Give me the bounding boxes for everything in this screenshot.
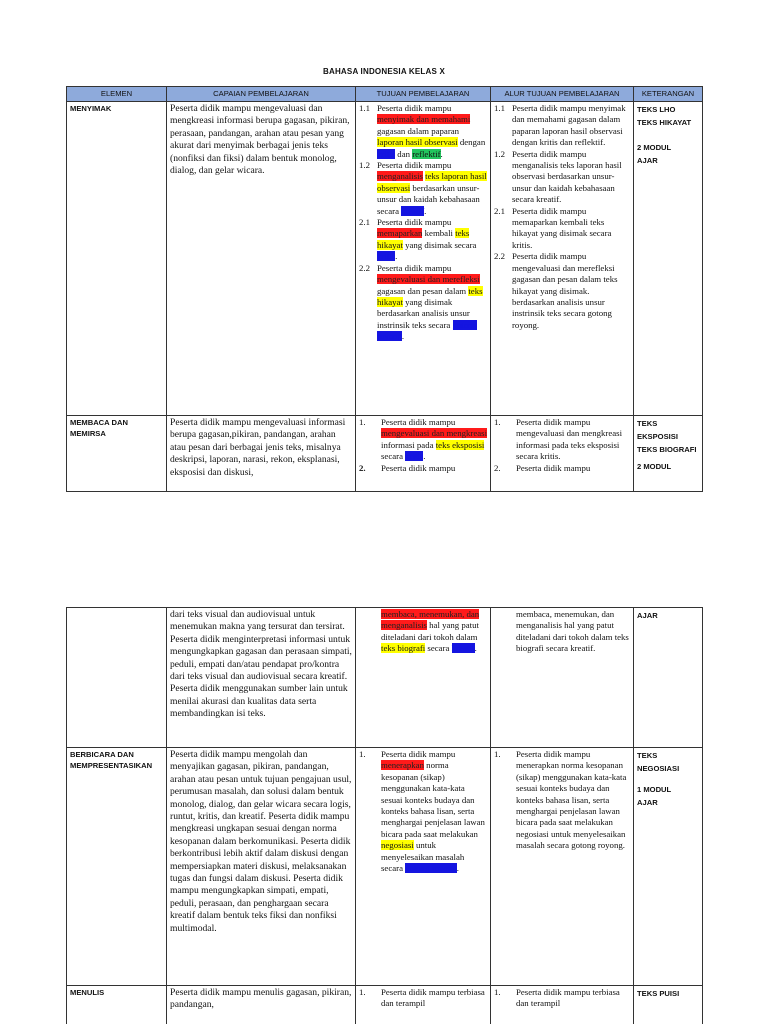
header-capaian: CAPAIAN PEMBELAJARAN (167, 87, 356, 102)
list-item: 2.1 Peserta didik mampu memaparkan kembali teks hikayat yang disimak secara kritis. (359, 217, 477, 262)
header-elemen: ELEMEN (67, 87, 167, 102)
curriculum-table-bottom (66, 607, 703, 1024)
list-item: 1. Peserta didik mampu menerapkan norma kesopanan (sikap) menggunakan kata-kata sesuai konteks budaya dan konteks bahasa lisan, serta menghargai penjelasan lawan bicara pada saat melakukan negosiasi untuk menyelesaikan masalah secara gotong royong. (359, 749, 485, 874)
table-row-menyimak (67, 102, 703, 416)
list-item: membaca, menemukan, dan menganalisis hal yang patut diteladani dari tokoh dalam teks biografi secara kreatif. (516, 609, 629, 654)
capaian-cell: Peserta didik mampu mengolah dan menyajikan gagasan, pikiran, pandangan, arahan atau pesan untuk tujuan pengajuan usul, perumusan masalah, dan solusi dalam bentuk monolog, dialog, dan gelar wicara secara logis, runtut, kritis, dan kreatif. Peserta didik mampu mengkreasi ungkapan sesuai dengan norma kesopanan dalam berkomunikasi. Peserta didik berkontribusi lebih aktif dalam diskusi dengan mempersiapkan materi diskusi, melaksanakan tugas dan fungsi dalam diskusi. Peserta didik mampu mengungkapkan simpati, empati, peduli, perasaan, dan penghargaan secara kreatif dalam bentuk teks fiksi dan nonfiksi multimodal. (167, 748, 356, 986)
tujuan-cell (356, 986, 491, 1024)
alur-cell (491, 748, 634, 986)
list-item: 2. Peserta didik mampu (494, 462, 591, 473)
elemen-cell-empty (67, 608, 167, 748)
elemen-cell: MENYIMAK (67, 102, 167, 416)
header-keterangan: KETERANGAN (634, 87, 703, 102)
elemen-cell: MEMBACA DAN MEMIRSA (67, 416, 167, 492)
list-item: 1. Peserta didik mampu terbiasa dan terampil (494, 987, 620, 1009)
keterangan-cell: TEKS EKSPOSISI TEKS BIOGRAFI 2 MODUL (634, 416, 703, 492)
capaian-cell: dari teks visual dan audiovisual untuk menemukan makna yang tersurat dan tersirat. Peserta didik menginterpretasi informasi untuk mengungkapkan gagasan dan perasaan simpati, peduli, empati dan/atau pendapat pro/kontra dari teks visual dan audiovisual secara kreatif. Peserta didik menggunakan sumber lain untuk menilai akurasi dan kualitas data serta membandingkan isi teks. (167, 608, 356, 748)
list-item: 1.1 Peserta didik mampu menyimak dan memahami gagasan dalam paparan laporan hasil observasi dengan kritis dan reflektif. (494, 103, 626, 148)
alur-cell (491, 416, 634, 492)
list-item: 1. Peserta didik mampu mengevaluasi dan mengkreasi informasi pada teks eksposisi secara kritis. (494, 417, 623, 462)
alur-cell (491, 102, 634, 416)
tujuan-cell (356, 608, 491, 748)
table-row-menulis (67, 986, 703, 1024)
tujuan-cell (356, 748, 491, 986)
list-item: 1.2 Peserta didik mampu menganalisis teks laporan hasil observasi berdasarkan unsur-unsur dan kaidah kebahasaan secara kreatif. (359, 160, 487, 216)
header-alur: ALUR TUJUAN PEMBELAJARAN (491, 87, 634, 102)
capaian-cell: Peserta didik mampu mengevaluasi informasi berupa gagasan,pikiran, pandangan, arahan atau pesan dari berbagai jenis teks, misalnya deskripsi, laporan, narasi, rekon, eksplanasi, eksposisi dan diskusi, (167, 416, 356, 492)
header-row (67, 87, 703, 102)
alur-cell (491, 986, 634, 1024)
keterangan-cell: TEKS NEGOSIASI 1 MODUL AJAR (634, 748, 703, 986)
elemen-cell: BERBICARA DAN MEMPRESENTASIKAN (67, 748, 167, 986)
list-item: 2.1 Peserta didik mampu memaparkan kembali teks hikayat yang disimak secara kritis. (494, 205, 612, 250)
tujuan-cell (356, 102, 491, 416)
capaian-cell: Peserta didik mampu mengevaluasi dan mengkreasi informasi berupa gagasan, pikiran, perasaan, pandangan, arahan atau pesan yang akurat dari menyimak berbagai jenis teks (nonfiksi dan fiksi) dalam bentuk monolog, dialog, dan gelar wicara. (167, 102, 356, 416)
tujuan-cell (356, 416, 491, 492)
header-tujuan: TUJUAN PEMBELAJARAN (356, 87, 491, 102)
list-item: 1.2 Peserta didik mampu menganalisis teks laporan hasil observasi berdasarkan unsur-unsur dan kaidah kebahasaan secara kreatif. (494, 148, 622, 205)
table-row-membaca (67, 416, 703, 492)
table-row-berbicara (67, 748, 703, 986)
list-item: 2.2 Peserta didik mampu mengevaluasi dan merefleksi gagasan dan pesan dalam teks hikayat yang disimak berdasarkan analisis unsur instrinsik teks secara gotong royong. (359, 262, 483, 342)
list-item: 1. Peserta didik mampu mengevaluasi dan mengkreasi informasi pada teks eksposisi secara kritis. (359, 417, 488, 462)
list-item: 1. Peserta didik mampu menerapkan norma kesopanan (sikap) menggunakan kata-kata sesuai konteks budaya dan konteks bahasa lisan, serta menghargai penjelasan lawan bicara pada saat melakukan negosiasi untuk menyelesaikan masalah secara gotong royong. (494, 749, 627, 851)
capaian-cell: Peserta didik mampu menulis gagasan, pikiran, pandangan, (167, 986, 356, 1024)
table-row-membaca-continued (67, 608, 703, 748)
list-item: 1. Peserta didik mampu terbiasa dan terampil (359, 987, 485, 1009)
keterangan-cell: TEKS PUISI (634, 986, 703, 1024)
keterangan-cell: TEKS LHO TEKS HIKAYAT 2 MODUL AJAR (634, 102, 703, 416)
keterangan-cell: AJAR (634, 608, 703, 748)
list-item: 1.1 Peserta didik mampu menyimak dan memahami gagasan dalam paparan laporan hasil observasi dengan kritis dan reflektif. (359, 103, 486, 159)
curriculum-table-top (66, 86, 703, 492)
list-item: membaca, menemukan, dan menganalisis hal yang patut diteladani dari tokoh dalam teks biografi secara kreatif. (381, 609, 480, 654)
list-item: 2. Peserta didik mampu (359, 462, 456, 473)
document-title: BAHASA INDONESIA KELAS X (323, 67, 445, 76)
elemen-cell: MENULIS (67, 986, 167, 1024)
list-item: 2.2 Peserta didik mampu mengevaluasi dan merefleksi gagasan dan pesan dalam teks hikayat yang disimak. berdasarkan analisis unsur instrinsik teks secara gotong royong. (494, 251, 618, 330)
alur-cell (491, 608, 634, 748)
